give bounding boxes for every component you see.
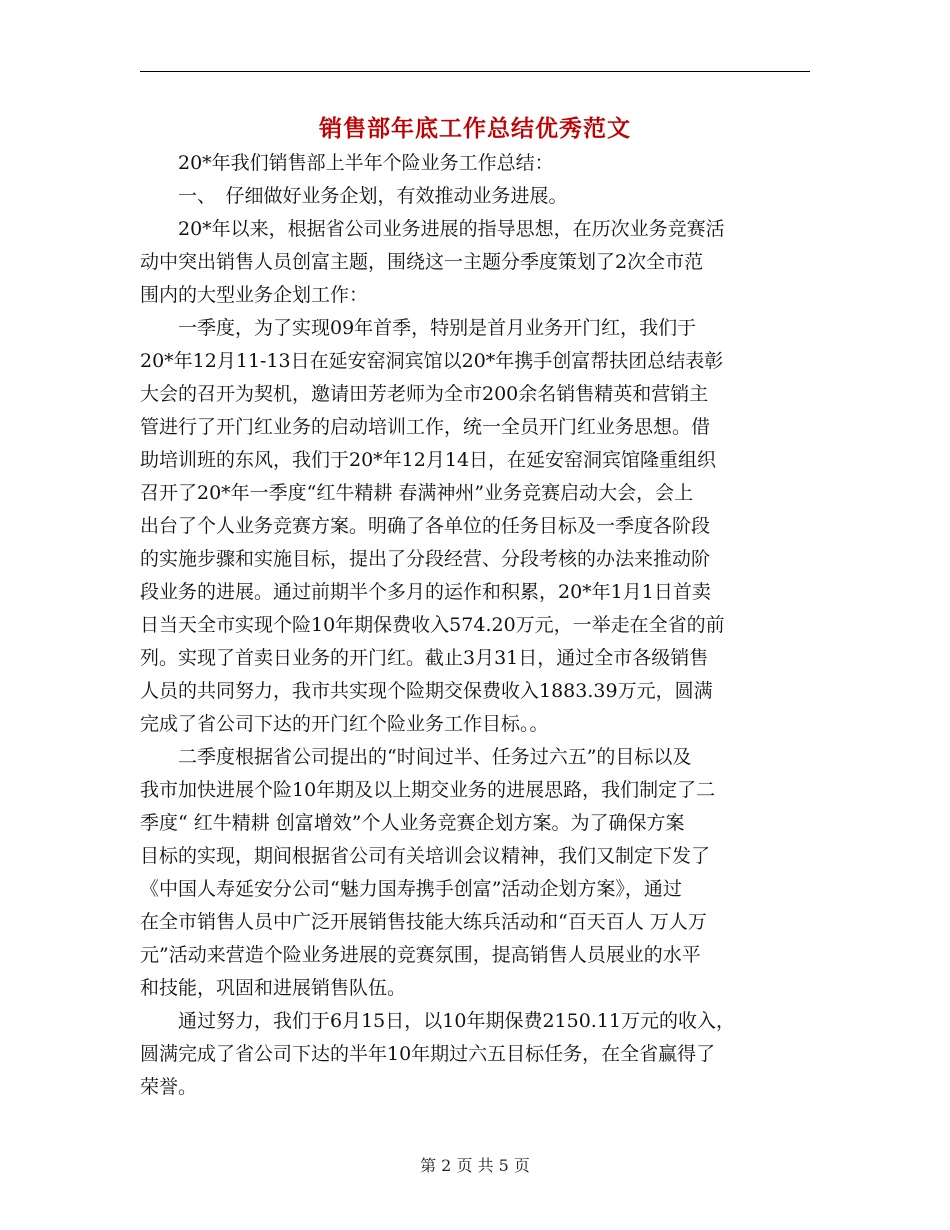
body-line: 荣誉。 xyxy=(140,1076,198,1098)
body-line: 元”活动来营造个险业务进展的竞赛氛围，提高销售人员展业的水平 xyxy=(140,944,701,966)
body-line: 完成了省公司下达的开门红个险业务工作目标。。 xyxy=(140,713,549,735)
body-line: 季度“ 红牛精耕 创富增效”个人业务竞赛企划方案。为了确保方案 xyxy=(140,812,685,834)
body-line: 动中突出销售人员创富主题，围绕这一主题分季度策划了2次全市范 xyxy=(140,251,704,273)
body-line: 《中国人寿延安分公司“魅力国寿携手创富”活动企划方案》，通过 xyxy=(140,878,682,900)
body-line: 出台了个人业务竞赛方案。明确了各单位的任务目标及一季度各阶段 xyxy=(140,515,711,537)
body-line: 人员的共同努力，我市共实现个险期交保费收入1883.39万元，圆满 xyxy=(140,680,713,702)
body-line: 一季度，为了实现09年首季，特别是首月业务开门红，我们于 xyxy=(140,317,697,339)
body-line: 召开了20*年一季度“红牛精耕 春满神州”业务竞赛启动大会，会上 xyxy=(140,482,694,504)
body-line: 和技能，巩固和进展销售队伍。 xyxy=(140,977,407,999)
body-line: 的实施步骤和实施目标，提出了分段经营、分段考核的办法来推动阶 xyxy=(140,548,711,570)
body-line: 目标的实现，期间根据省公司有关培训会议精神，我们又制定下发了 xyxy=(140,845,711,867)
body-line: 管进行了开门红业务的启动培训工作，统一全员开门红业务思想。借 xyxy=(140,416,711,438)
body-line: 列。实现了首卖日业务的开门红。截止3月31日，通过全市各级销售 xyxy=(140,647,709,669)
body-line: 在全市销售人员中广泛开展销售技能大练兵活动和“百天百人 万人万 xyxy=(140,911,707,933)
body-line: 圆满完成了省公司下达的半年10年期过六五目标任务，在全省赢得了 xyxy=(140,1043,716,1065)
header-rule xyxy=(140,71,810,72)
body-line: 二季度根据省公司提出的“时间过半、任务过六五”的目标以及 xyxy=(140,746,692,768)
body-line: 20*年12月11-13日在延安窑洞宾馆以20*年携手创富帮扶团总结表彰 xyxy=(140,350,724,372)
page-footer: 第 2 页 共 5 页 xyxy=(420,1156,530,1175)
body-line: 20*年以来，根据省公司业务进展的指导思想，在历次业务竞赛活 xyxy=(140,218,725,240)
body-line: 围内的大型业务企划工作： xyxy=(140,284,369,306)
body-line: 日当天全市实现个险10年期保费收入574.20万元，一举走在全省的前 xyxy=(140,614,725,636)
body-line: 大会的召开为契机，邀请田芳老师为全市200余名销售精英和营销主 xyxy=(140,383,709,405)
body-line: 助培训班的东风，我们于20*年12月14日，在延安窑洞宾馆隆重组织 xyxy=(140,449,717,471)
body-line: 我市加快进展个险10年期及以上期交业务的进展思路，我们制定了二 xyxy=(140,779,716,801)
body-line: 20*年我们销售部上半年个险业务工作总结： xyxy=(140,152,554,174)
body-line: 一、 仔细做好业务企划，有效推动业务进展。 xyxy=(140,185,568,207)
document-title: 销售部年底工作总结优秀范文 xyxy=(319,115,631,142)
body-line: 通过努力，我们于6月15日，以10年期保费2150.11万元的收入， xyxy=(140,1010,736,1032)
body-line: 段业务的进展。通过前期半个多月的运作和积累，20*年1月1日首卖 xyxy=(140,581,711,603)
document-body xyxy=(140,147,815,1104)
